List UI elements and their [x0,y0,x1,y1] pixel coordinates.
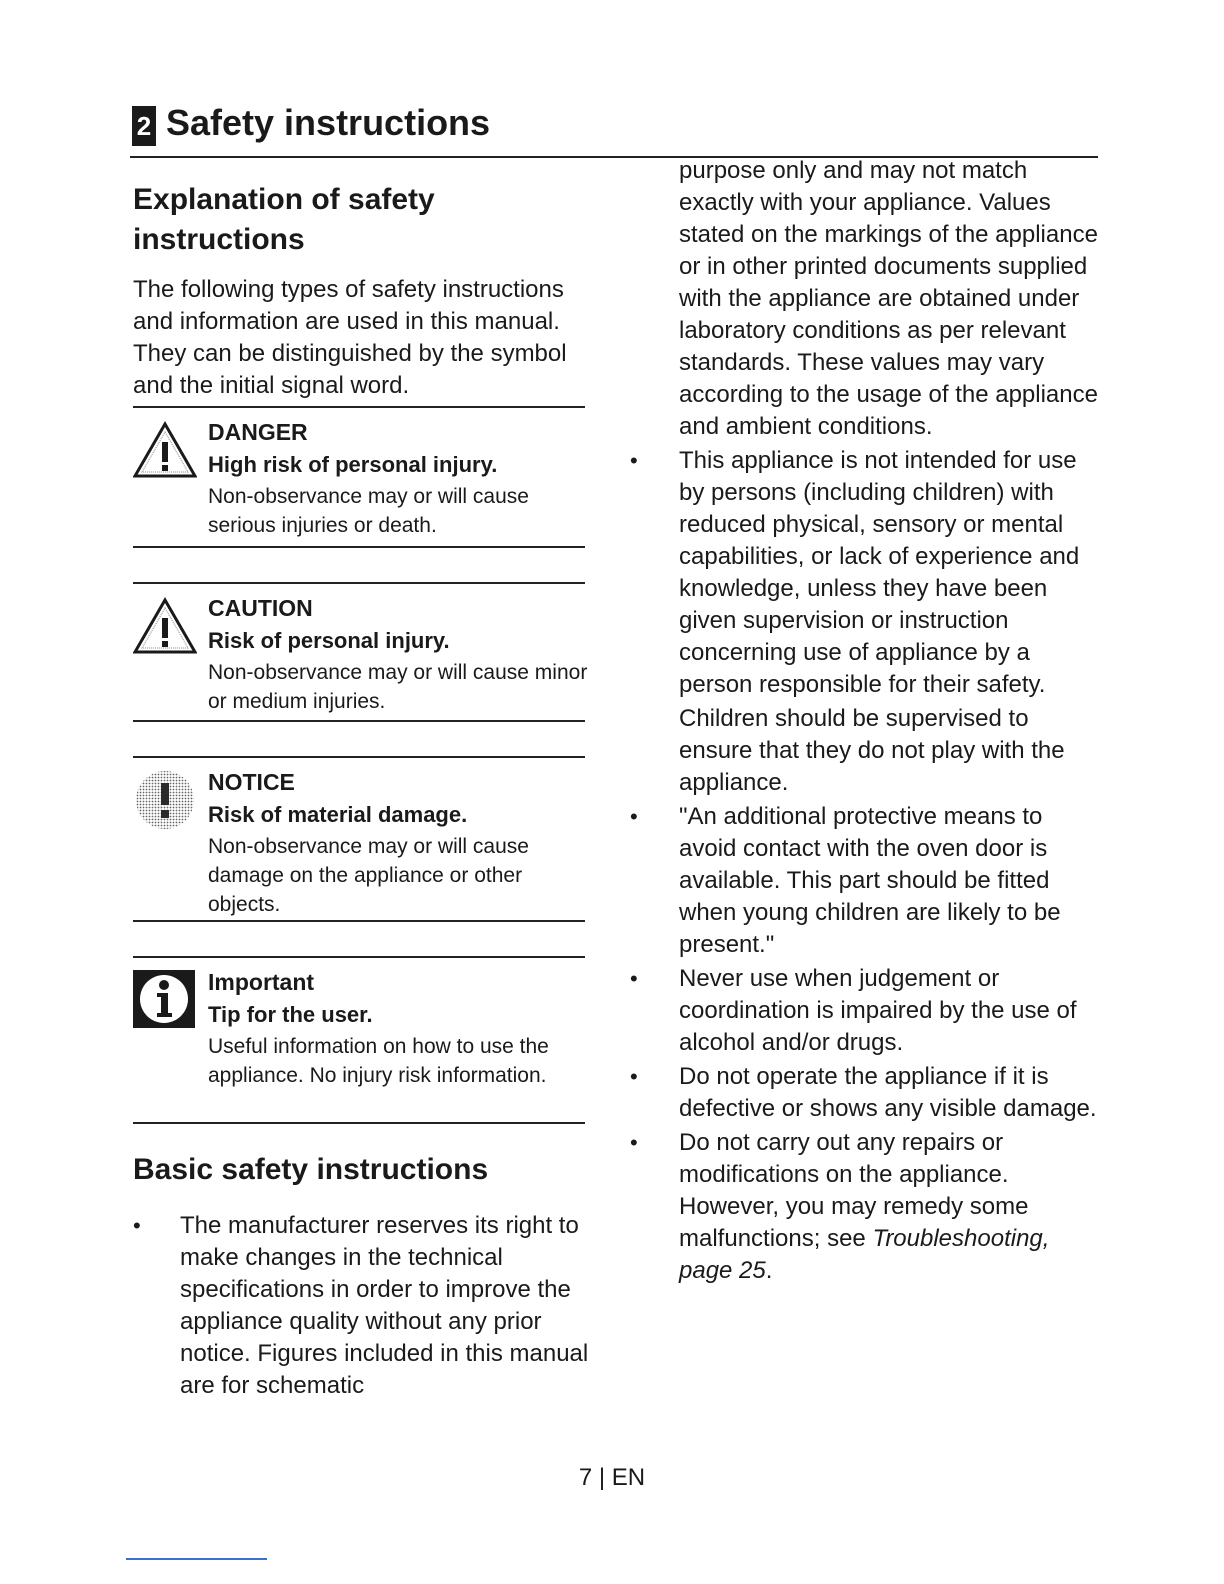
chapter-number: 2 [132,106,156,146]
list-item: • "An additional protective means to avoid contact with the oven door is available. This part should be fitted when young children are likely to be present." [630,801,1100,961]
basic-safety-heading: Basic safety instructions [133,1153,489,1186]
notice-signal-word: Important [208,969,315,995]
list-item: • The manufacturer reserves its right to make changes in the technical specifications in order to improve the appliance quality without any prior notice. Figures included in this manual are for schematic [133,1210,592,1402]
list-item [630,445,1100,799]
warning-triangle-icon [133,596,197,656]
notice-description: Non-observance may or will cause minor or medium injuries. [208,661,588,713]
notice-caution [133,582,588,722]
explanation-heading [133,180,585,260]
notice-important [133,956,585,1124]
explanation-heading-line2: instructions [133,223,305,256]
notice-description: Non-observance may or will cause damage on the appliance or other objects. [208,835,529,916]
explanation-intro: The following types of safety instructions and information are used in this manual. They can be distinguished by the symbol and the initial signal word. [133,276,567,399]
notice-text [208,592,588,716]
notice-risk: Tip for the user. [208,1002,373,1027]
right-column [630,155,1100,1289]
basic-safety-list-continued [630,445,1100,1287]
notice-material [133,756,585,922]
list-item: • Never use when judgement or coordination is impaired by the use of alcohol and/or drugs. [630,963,1100,1059]
page-title: Safety instructions [166,102,491,143]
explanation-heading-line1: Explanation of safety [133,183,435,216]
list-item-text: Do not carry out any repairs or modifications on the appliance. However, you may remedy some malfunctions; see [679,1129,1029,1252]
left-column [133,180,589,1402]
notice-risk: High risk of personal injury. [208,452,498,477]
warning-triangle-icon [133,420,197,480]
troubleshooting-reference[interactable]: Troubleshooting, page 25 [679,1225,1050,1284]
list-item-subparagraph: Children should be supervised to ensure that they do not play with the appliance. [679,705,1065,796]
notice-text [208,416,588,540]
notice-risk: Risk of material damage. [208,802,468,827]
notice-signal-word: DANGER [208,419,308,445]
list-item-continuation: purpose only and may not match exactly with your appliance. Values stated on the markings of the appliance or in other printed documents supplied with the appliance are obtained under laboratory conditions as per relevant standards. These values may vary according to the usage of the appliance and ambient conditions. [679,157,1098,440]
bottom-rule [126,1558,267,1560]
notice-description: Useful information on how to use the appliance. No injury risk information. [208,1035,549,1087]
list-item-end: . [765,1257,773,1284]
page-header [130,100,1098,158]
list-item-text: This appliance is not intended for use by persons (including children) with reduced physical, sensory or mental capabilities, or lack of experience and knowledge, unless they have been given supervision or instruction concerning use of appliance by a person responsible for their safety. [679,447,1080,698]
list-item [630,1127,1100,1287]
notice-signal-word: NOTICE [208,769,295,795]
notice-text [208,966,588,1090]
notice-exclamation-icon [133,770,197,830]
notice-danger [133,406,585,548]
notice-text [208,766,588,919]
notice-description: Non-observance may or will cause serious injuries or death. [208,485,529,537]
info-icon [133,970,197,1030]
notice-signal-word: CAUTION [208,595,313,621]
notice-risk: Risk of personal injury. [208,628,450,653]
page-number: 7 | EN [578,1464,646,1491]
list-item: • Do not operate the appliance if it is defective or shows any visible damage. [630,1061,1100,1125]
basic-safety-list [133,1210,589,1402]
